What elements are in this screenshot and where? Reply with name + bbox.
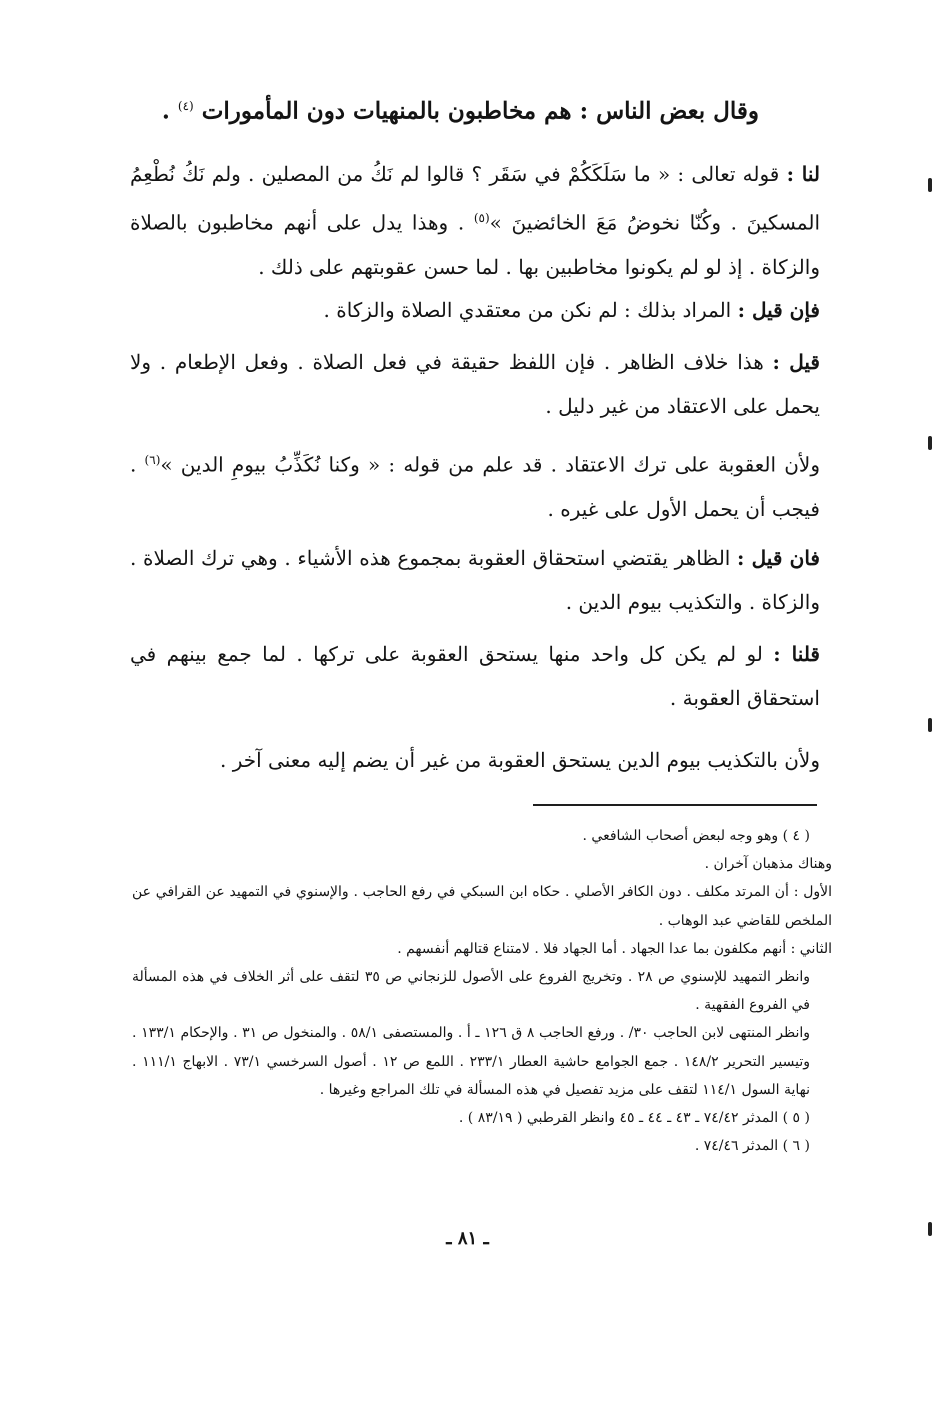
- paragraph-6: [130, 632, 820, 720]
- margin-mark: [928, 436, 932, 450]
- paragraph-lead: قيل :: [772, 350, 820, 374]
- footnote-line: وانظر المنتهى لابن الحاجب ٣٠/ . ورفع الحاجب ٨ ق ١٢٦ ـ أ . والمستصفى ٥٨/١ . والمنخول ص ٣١ . والإحكام ١٣٣/١ . وتيسير التحرير ١٤٨/٢ . جمع الجوامع حاشية العطار ٢٣٣/١ . اللمع ص ١٢ . أصول السرخسي ٧٣/١ . الابهاج ١١١/١ . نهاية السول ١١٤/١ لتقف على مزيد تفصيل في هذه المسألة في تلك المراجع وغيرها .: [132, 1025, 811, 1098]
- footnote-ref: (٦): [144, 453, 161, 467]
- margin-mark: [928, 178, 932, 192]
- margin-mark: [928, 718, 932, 732]
- paragraph-tail: . وهذا يدل على أنهم مخاطبون بالصلاة والزكاة . إذ لو لم يكونوا مخاطبين بها . لما حسن عقوبتهم على ذلك .: [130, 210, 820, 279]
- paragraph-5: [130, 536, 820, 624]
- paragraph-text: ولأن بالتكذيب بيوم الدين يستحق العقوبة من غير أن يضم إليه معنى آخر .: [220, 748, 820, 772]
- footnotes: [132, 822, 832, 1160]
- paragraph-text: هذا خلاف الظاهر . فإن اللفظ حقيقة في فعل الصلاة . وفعل الإطعام . ولا يحمل على الاعتقاد من غير دليل .: [130, 350, 820, 418]
- footnote-line: الثاني : أنهم مكلفون بما عدا الجهاد . أما الجهاد فلا . لامتناع قتالهم أنفسهم .: [397, 940, 832, 957]
- paragraph-text: ولأن العقوبة على ترك الاعتقاد . قد علم من قوله : « وكنا نُكَذِّبُ بيومِ الدين »: [160, 452, 821, 477]
- footnote-4: ( ٤ ) وهو وجه لبعض أصحاب الشافعي .: [582, 828, 810, 844]
- paragraph-2: [130, 288, 820, 332]
- page-number: ـ ٨١ ـ: [446, 1228, 489, 1249]
- paragraph-text: المراد بذلك : لم نكن من معتقدي الصلاة والزكاة .: [323, 298, 738, 322]
- paragraph-4: [130, 438, 820, 531]
- paragraph-lead: فان قيل :: [737, 546, 820, 570]
- heading-end: .: [161, 97, 170, 125]
- footnote-line: الأول : أن المرتد مكلف . دون الكافر الأصلي . حكاه ابن السبكي في رفع الحاجب . والإسنوي في التمهيد عن القرافي عن الملخص للقاضي عبد الوهاب .: [132, 884, 832, 929]
- paragraph-7: [130, 738, 820, 782]
- paragraph-3: [130, 340, 820, 428]
- footnote-ref: (٥): [473, 211, 490, 225]
- paragraph-lead: لنا :: [786, 162, 820, 186]
- paragraph-lead: فإن قيل :: [737, 298, 820, 322]
- paragraph-lead: قلنا :: [773, 642, 820, 666]
- footnote-line: وانظر التمهيد للإسنوي ص ٢٨ . وتخريج الفروع على الأصول للزنجاني ص ٣٥ لتقف على أثر الخلاف في هذه المسألة في الفروع الفقهية .: [132, 969, 811, 1014]
- paragraph-1: [130, 152, 820, 289]
- heading-note-ref: (٤): [177, 99, 194, 113]
- paragraph-text: الظاهر يقتضي استحقاق العقوبة بمجموع هذه الأشياء . وهي ترك الصلاة . والزكاة . والتكذيب بيوم الدين .: [130, 546, 820, 614]
- footnote-5: ( ٥ ) المدثر ٧٤/٤٢ ـ ٤٣ ـ ٤٤ ـ ٤٥ وانظر القرطبي ( ٨٣/١٩ ) .: [458, 1110, 810, 1127]
- paragraph-tail: . فيجب أن يحمل الأول على غيره .: [130, 452, 820, 521]
- paragraph-text: لو لم يكن كل واحد منها يستحق العقوبة على تركها . لما جمع بينهم في استحقاق العقوبة .: [130, 642, 820, 710]
- footnote-6: ( ٦ ) المدثر ٧٤/٤٦ .: [694, 1138, 810, 1155]
- footnote-divider: [533, 804, 817, 806]
- heading-text: وقال بعض الناس : هم مخاطبون بالمنهيات دون المأمورات: [201, 97, 759, 125]
- section-heading: [162, 86, 759, 132]
- margin-mark: [928, 1222, 932, 1236]
- paragraph-text: قوله تعالى : « ما سَلَكَكُمْ في سَقَر ؟ قالوا لم نَكُ من المصلين . ولم نَكُ نُطْعِمُ المسكينَ . وكُنّا نخوضُ مَعَ الخائضينَ »: [130, 162, 821, 235]
- footnote-line: وهناك مذهبان آخران .: [704, 856, 832, 873]
